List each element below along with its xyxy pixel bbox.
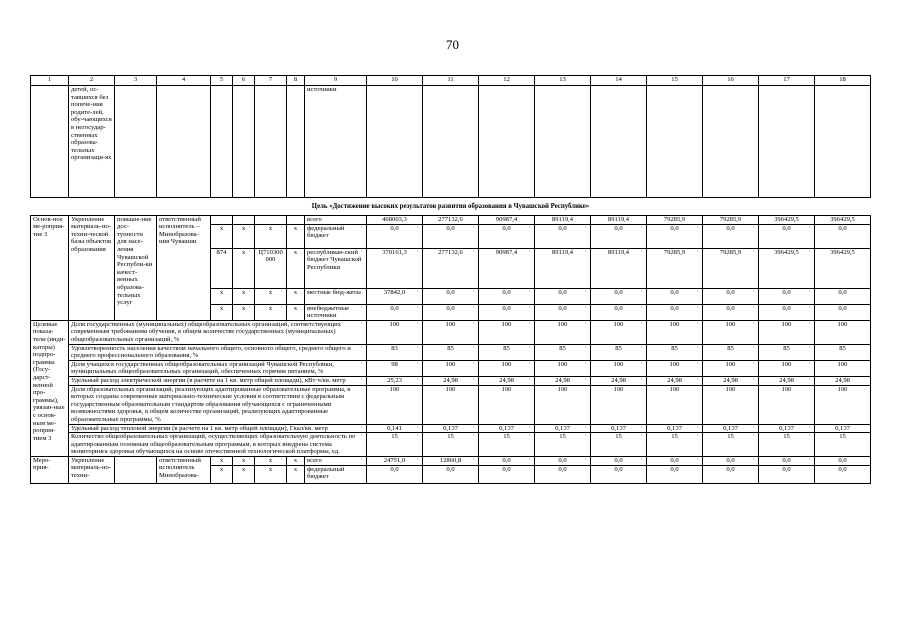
funding-value: 0,0 [815, 465, 871, 483]
column-number: 6 [233, 76, 255, 86]
budget-code: x [255, 465, 287, 483]
funding-value: 0,0 [759, 456, 815, 465]
funding-source: федеральный бюджет [305, 465, 367, 483]
indicator-value: 100 [815, 320, 871, 344]
target-row [31, 424, 871, 433]
indicator-value: 24,98 [423, 376, 479, 385]
funding-value: 0,0 [535, 465, 591, 483]
target-row [31, 320, 871, 344]
budget-code: x [287, 224, 305, 248]
funding-value: 0,0 [759, 304, 815, 320]
table-cell [703, 86, 759, 198]
budget-code: x [233, 465, 255, 483]
indicator-value: 24,98 [759, 376, 815, 385]
indicator-value: 100 [591, 320, 647, 344]
indicator-text: Количество общеобразовательных организаций, осуществляющих образовательную деятельность по адаптированным основным общеобразовательным программам, в которых внедрена система мониторинга здоровья обучающихся на основе отечественной технологической платформы, ед. [69, 433, 367, 457]
funding-value: 0,0 [423, 465, 479, 483]
funding-value: 0,0 [423, 288, 479, 304]
indicator-value: 98 [367, 360, 423, 376]
column-number: 18 [815, 76, 871, 86]
table-cell [591, 86, 647, 198]
funding-value: 0,0 [367, 224, 423, 248]
funding-value: 0,0 [759, 288, 815, 304]
goal-title: Цель «Достижение высоких результатов развития образования в Чувашской Республике» [31, 198, 871, 216]
funding-value: 277132,6 [423, 215, 479, 224]
budget-code: x [233, 456, 255, 465]
funding-source: федеральный бюджет [305, 224, 367, 248]
column-number: 1 [31, 76, 69, 86]
indicator-text: Удельный расход тепловой энергии (в расчете на 1 кв. метр общей площади), Гкал/кв. метр [69, 424, 367, 433]
page-number: 70 [446, 37, 459, 52]
funding-source: местные бюд-жеты [305, 288, 367, 304]
funding-value: 0,0 [703, 456, 759, 465]
budget-code: x [287, 248, 305, 288]
indicator-value: 15 [647, 433, 703, 457]
indicator-value: 100 [647, 320, 703, 344]
indicator-value: 25,23 [367, 376, 423, 385]
budget-code: x [233, 248, 255, 288]
table-cell [211, 86, 233, 198]
funding-value: 0,0 [759, 465, 815, 483]
table-cell [233, 86, 255, 198]
indicator-value: 100 [479, 360, 535, 376]
funding-value: 0,0 [815, 304, 871, 320]
indicator-value: 100 [647, 360, 703, 376]
funding-value: 90987,4 [479, 248, 535, 288]
budget-code [211, 215, 233, 224]
target-row [31, 433, 871, 457]
funding-value: 79285,9 [647, 248, 703, 288]
budget-code: x [211, 465, 233, 483]
funding-value: 0,0 [535, 456, 591, 465]
indicator-text: Доля учащихся государственных общеобразовательных организаций Чувашской Республики, муниципальных общеобразовательных организаций, обеспеченных горячим питанием, % [69, 360, 367, 376]
funding-value: 408003,3 [367, 215, 423, 224]
funding-value: 79285,9 [647, 215, 703, 224]
indicator-value: 85 [815, 344, 871, 360]
column-number: 12 [479, 76, 535, 86]
funding-value: 0,0 [815, 288, 871, 304]
event-next-purpose [115, 456, 157, 483]
indicator-value: 100 [703, 360, 759, 376]
indicator-value: 100 [423, 385, 479, 424]
indicator-text: Удовлетворенность населения качеством начального общего, основного общего, среднего общего и среднего профессионального образования, % [69, 344, 367, 360]
funding-value: 277132,6 [423, 248, 479, 288]
event-next-label: Меро-прия- [31, 456, 69, 483]
column-number: 16 [703, 76, 759, 86]
table-cell [647, 86, 703, 198]
table-cell [255, 86, 287, 198]
column-number: 7 [255, 76, 287, 86]
column-number: 13 [535, 76, 591, 86]
table-cell [287, 86, 305, 198]
funding-value: 0,0 [647, 304, 703, 320]
indicator-value: 85 [479, 344, 535, 360]
column-number: 14 [591, 76, 647, 86]
indicator-value: 100 [535, 320, 591, 344]
target-row [31, 376, 871, 385]
funding-value: 0,0 [423, 304, 479, 320]
indicator-text: Удельный расход электрической энергии (в расчете на 1 кв. метр общей площади), кВт·ч/кв. метр [69, 376, 367, 385]
funding-value: 12860,8 [423, 456, 479, 465]
event-next-responsible: ответственный исполнитель Минобразова- [157, 456, 211, 483]
column-number: 10 [367, 76, 423, 86]
indicator-value: 100 [367, 385, 423, 424]
funding-value: 0,0 [647, 465, 703, 483]
indicator-value: 15 [479, 433, 535, 457]
funding-value: 370161,3 [367, 248, 423, 288]
table-cell [423, 86, 479, 198]
funding-value: 24751,0 [367, 456, 423, 465]
budget-code: x [287, 304, 305, 320]
indicator-value: 15 [759, 433, 815, 457]
budget-code [255, 215, 287, 224]
funding-value: 0,0 [591, 224, 647, 248]
event3-responsible: ответственный исполнитель – Минобразова-ния Чувашии [157, 215, 211, 320]
indicator-value: 15 [367, 433, 423, 457]
funding-value: 0,0 [479, 304, 535, 320]
budget-code: 874 [211, 248, 233, 288]
indicator-value: 0,137 [815, 424, 871, 433]
indicator-value: 85 [647, 344, 703, 360]
target-row [31, 385, 871, 424]
indicator-value: 100 [479, 320, 535, 344]
indicator-value: 100 [759, 320, 815, 344]
column-number: 17 [759, 76, 815, 86]
funding-value: 0,0 [591, 465, 647, 483]
budget-code: x [233, 224, 255, 248]
budget-code: x [255, 304, 287, 320]
indicator-value: 85 [423, 344, 479, 360]
indicator-value: 24,98 [535, 376, 591, 385]
table-cell [479, 86, 535, 198]
budget-code [287, 215, 305, 224]
funding-value: 79285,9 [703, 215, 759, 224]
table-cell [535, 86, 591, 198]
budget-code: x [287, 288, 305, 304]
goal-row [31, 198, 871, 216]
indicator-value: 100 [647, 385, 703, 424]
funding-value: 396429,5 [815, 215, 871, 224]
funding-value: 37842,0 [367, 288, 423, 304]
indicator-value: 24,98 [479, 376, 535, 385]
funding-value: 89119,4 [535, 215, 591, 224]
budget-code: x [255, 288, 287, 304]
indicator-value: 100 [535, 385, 591, 424]
column-number: 3 [115, 76, 157, 86]
column-number: 2 [69, 76, 115, 86]
funding-value: 0,0 [591, 288, 647, 304]
indicator-value: 100 [759, 385, 815, 424]
event3-name: Укрепление материаль-но-техни-ческой базы объектов образования [69, 215, 115, 320]
budget-code: x [211, 304, 233, 320]
indicator-value: 100 [367, 320, 423, 344]
funding-value: 0,0 [647, 224, 703, 248]
indicator-value: 24,98 [703, 376, 759, 385]
budget-code: Ц710300000 [255, 248, 287, 288]
indicator-value: 0,137 [703, 424, 759, 433]
indicator-value: 100 [815, 385, 871, 424]
funding-value: 396429,5 [759, 215, 815, 224]
targets-label: Целевые показа-тели (инди-каторы) подпро-граммы (Госу-дарст-венной про-граммы), увязан-ные с основ-ным ме-роприя-тием 3 [31, 320, 69, 456]
indicator-value: 83 [367, 344, 423, 360]
column-number: 9 [305, 76, 367, 86]
funding-value: 0,0 [703, 288, 759, 304]
indicator-value: 0,137 [591, 424, 647, 433]
indicator-value: 0,137 [759, 424, 815, 433]
indicator-value: 0,141 [367, 424, 423, 433]
funding-value: 0,0 [703, 224, 759, 248]
table-cell [367, 86, 423, 198]
table-cell [115, 86, 157, 198]
funding-value: 0,0 [479, 288, 535, 304]
funding-value: 0,0 [703, 465, 759, 483]
indicator-value: 15 [535, 433, 591, 457]
budget-code: x [255, 224, 287, 248]
indicator-text: Доля образовательных организаций, реализующих адаптированные образовательные программы, в которых созданы современные материально-технические условия в соответствии с федеральным государственным образовательным стандартом образования обучающихся с ограниченными возможностями здоровья, в общем количестве организаций, реализующих адаптированные образовательные программы, % [69, 385, 367, 424]
indicator-value: 15 [591, 433, 647, 457]
funding-value: 0,0 [479, 456, 535, 465]
continuation-source: источники [305, 86, 367, 198]
indicator-value: 0,137 [535, 424, 591, 433]
budget-code: x [255, 456, 287, 465]
continuation-text: детей, ос-тавшихся без попече-ния родите-лей, обу-чающихся в негосудар-ственных образова-тельных организаци-ях [69, 86, 115, 198]
indicator-text: Доля государственных (муниципальных) общеобразовательных организаций, соответствующих современным требованиям обучения, в общем количестве государственных (муниципальных) общеобразовательных организаций, % [69, 320, 367, 344]
funding-value: 0,0 [479, 224, 535, 248]
table-cell [815, 86, 871, 198]
funding-value: 0,0 [591, 304, 647, 320]
budget-code: x [211, 224, 233, 248]
funding-value: 0,0 [367, 465, 423, 483]
funding-value: 89119,4 [591, 215, 647, 224]
funding-source: внебюджетные источники [305, 304, 367, 320]
column-number: 5 [211, 76, 233, 86]
target-row [31, 344, 871, 360]
funding-value: 0,0 [591, 456, 647, 465]
funding-value: 0,0 [647, 288, 703, 304]
funding-value: 0,0 [647, 456, 703, 465]
indicator-value: 85 [591, 344, 647, 360]
indicator-value: 100 [423, 320, 479, 344]
indicator-value: 100 [703, 385, 759, 424]
table-cell [31, 86, 69, 198]
funding-value: 0,0 [535, 288, 591, 304]
funding-value: 79285,9 [703, 248, 759, 288]
indicator-value: 100 [423, 360, 479, 376]
funding-value: 0,0 [423, 224, 479, 248]
column-number: 15 [647, 76, 703, 86]
indicator-value: 85 [759, 344, 815, 360]
funding-source: всего [305, 456, 367, 465]
indicator-value: 15 [703, 433, 759, 457]
funding-value: 0,0 [535, 304, 591, 320]
table-cell [759, 86, 815, 198]
event-next-name: Укрепление материаль-но-техни- [69, 456, 115, 483]
table-cell [157, 86, 211, 198]
funding-value: 90987,4 [479, 215, 535, 224]
indicator-value: 100 [591, 360, 647, 376]
funding-value: 0,0 [479, 465, 535, 483]
event3-purpose: повыше-ние дос-тупности для насе-ления Чувашской Республи-ки качест-венных образова-тельных услуг [115, 215, 157, 320]
funding-value: 0,0 [815, 224, 871, 248]
budget-code [233, 215, 255, 224]
indicator-value: 24,98 [591, 376, 647, 385]
indicator-value: 100 [815, 360, 871, 376]
funding-value: 0,0 [759, 224, 815, 248]
funding-value: 0,0 [815, 456, 871, 465]
budget-code: x [233, 288, 255, 304]
event3-label: Основ-ное ме-роприя-тие 3 [31, 215, 69, 320]
funding-source: всего [305, 215, 367, 224]
indicator-value: 100 [591, 385, 647, 424]
indicator-value: 24,98 [647, 376, 703, 385]
continuation-row [31, 86, 871, 198]
budget-code: x [287, 456, 305, 465]
indicator-value: 85 [703, 344, 759, 360]
funding-value: 0,0 [367, 304, 423, 320]
funding-value: 0,0 [535, 224, 591, 248]
budget-code: x [211, 456, 233, 465]
funding-source: республикан-ский бюджет Чувашской Республики [305, 248, 367, 288]
indicator-value: 85 [535, 344, 591, 360]
indicator-value: 15 [815, 433, 871, 457]
target-row [31, 360, 871, 376]
budget-code: x [211, 288, 233, 304]
column-number: 11 [423, 76, 479, 86]
program-table [30, 75, 871, 484]
event3-row [31, 215, 871, 224]
indicator-value: 0,137 [647, 424, 703, 433]
indicator-value: 100 [759, 360, 815, 376]
indicator-value: 100 [535, 360, 591, 376]
indicator-value: 15 [423, 433, 479, 457]
header-row [31, 76, 871, 86]
funding-value: 396429,5 [815, 248, 871, 288]
budget-code: x [287, 465, 305, 483]
event-next-row [31, 456, 871, 465]
funding-value: 396429,5 [759, 248, 815, 288]
column-number: 8 [287, 76, 305, 86]
indicator-value: 100 [703, 320, 759, 344]
indicator-value: 100 [479, 385, 535, 424]
indicator-value: 0,137 [423, 424, 479, 433]
column-number: 4 [157, 76, 211, 86]
indicator-value: 0,137 [479, 424, 535, 433]
indicator-value: 24,98 [815, 376, 871, 385]
funding-value: 89119,4 [535, 248, 591, 288]
funding-value: 0,0 [703, 304, 759, 320]
budget-code: x [233, 304, 255, 320]
funding-value: 89119,4 [591, 248, 647, 288]
program-table-sheet [30, 75, 870, 484]
